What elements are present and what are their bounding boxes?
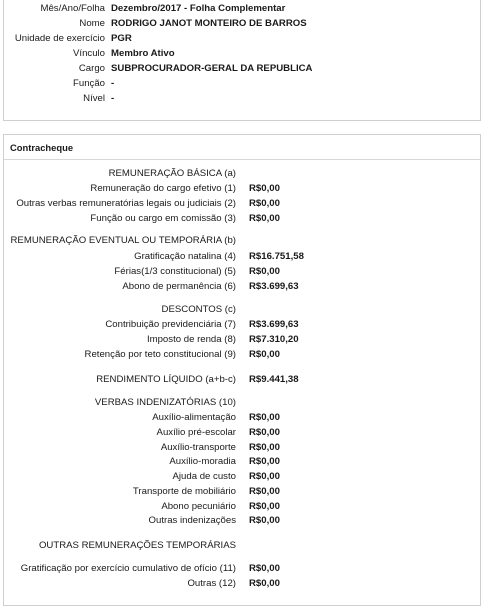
net-income-row [4,374,480,388]
pay-label: Gratificação natalina (4) [134,251,236,262]
section-heading [4,235,480,249]
pay-value: R$0,00 [249,578,280,589]
info-row-unit [4,33,480,47]
section-label: VERBAS INDENIZATÓRIAS (10) [94,397,236,408]
pay-label: Outras (12) [187,578,236,589]
section-heading [4,304,480,318]
info-row-bond [4,48,480,62]
pay-label: Abono de permanência (6) [122,281,236,292]
pay-row [4,198,480,212]
info-row-name [4,18,480,32]
pay-label: Auxílio pré-escolar [156,427,236,438]
pay-value: R$0,00 [249,349,280,360]
info-label: Nível [83,93,105,104]
pay-row [4,349,480,363]
pay-value: R$0,00 [249,501,280,512]
pay-value: R$0,00 [249,563,280,574]
pay-row [4,251,480,265]
pay-row [4,486,480,500]
info-value: - [111,78,115,89]
pay-row [4,334,480,348]
pay-row [4,319,480,333]
section-heading [4,540,480,554]
pay-label: Abono pecuniário [161,501,236,512]
pay-row [4,266,480,280]
info-value: PGR [111,33,132,44]
pay-value: R$0,00 [249,427,280,438]
pay-label: Remuneração do cargo efetivo (1) [90,183,236,194]
pay-row [4,281,480,295]
pay-label: Imposto de renda (8) [146,334,236,345]
pay-label: Ajuda de custo [172,471,236,482]
pay-value: R$0,00 [249,515,280,526]
pay-label: Função ou cargo em comissão (3) [90,213,236,224]
info-value: Dezembro/2017 - Folha Complementar [111,3,286,14]
section-label: OUTRAS REMUNERAÇÕES TEMPORÁRIAS [38,540,236,551]
pay-row [4,501,480,515]
panel-header [4,135,480,160]
info-label: Função [73,78,105,89]
section-heading [4,168,480,182]
pay-value: R$3.699,63 [249,281,299,292]
pay-row [4,515,480,529]
info-label: Cargo [78,63,105,74]
pay-label: Auxílio-transporte [160,442,236,453]
pay-value: R$0,00 [249,442,280,453]
servant-info-panel [3,0,481,121]
section-label: REMUNERAÇÃO BÁSICA (a) [108,168,236,179]
info-label: Nome [79,18,105,29]
info-row-function [4,78,480,92]
pay-value: R$0,00 [249,456,280,467]
pay-label: Contribuição previdenciária (7) [105,319,236,330]
pay-row [4,183,480,197]
info-value: - [111,93,115,104]
pay-row [4,456,480,470]
section-label: REMUNERAÇÃO EVENTUAL OU TEMPORÁRIA (b) [10,235,236,246]
pay-label: Gratificação por exercício cumulativo de ofício (11) [20,563,236,574]
info-value: RODRIGO JANOT MONTEIRO DE BARROS [111,18,307,29]
info-value: Membro Ativo [111,48,175,59]
pay-value: R$0,00 [249,198,280,209]
contracheque-panel [3,134,481,606]
section-heading [4,397,480,411]
panel-title: Contracheque [10,142,74,153]
pay-value: R$0,00 [249,213,280,224]
info-label: Vínculo [73,48,105,59]
pay-label: Outras verbas remuneratórias legais ou judiciais (2) [16,198,236,209]
pay-label: Transporte de mobiliário [132,486,236,497]
pay-label: Auxílio-alimentação [152,412,236,423]
pay-value: R$16.751,58 [249,251,304,262]
pay-row [4,427,480,441]
pay-row [4,442,480,456]
pay-label: Férias(1/3 constitucional) (5) [114,266,236,277]
pay-value: R$0,00 [249,412,280,423]
pay-value: R$0,00 [249,486,280,497]
pay-row [4,471,480,485]
section-label: DESCONTOS (c) [161,304,236,315]
pay-row [4,578,480,592]
net-income-value: R$9.441,38 [249,374,299,385]
pay-row [4,213,480,227]
pay-value: R$0,00 [249,266,280,277]
pay-value: R$7.310,20 [249,334,299,345]
pay-label: Auxílio-moradia [169,456,236,467]
info-label: Unidade de exercício [14,33,105,44]
pay-value: R$3.699,63 [249,319,299,330]
pay-label: Outras indenizações [148,515,236,526]
pay-row [4,563,480,577]
info-row-level [4,93,480,107]
pay-row [4,412,480,426]
info-row-position [4,63,480,77]
pay-value: R$0,00 [249,183,280,194]
net-income-label: RENDIMENTO LÍQUIDO (a+b-c) [96,374,236,385]
info-row-period [4,3,480,17]
pay-value: R$0,00 [249,471,280,482]
pay-label: Retenção por teto constitucional (9) [84,349,236,360]
info-value: SUBPROCURADOR-GERAL DA REPUBLICA [111,63,313,74]
info-label: Mês/Ano/Folha [40,3,105,14]
